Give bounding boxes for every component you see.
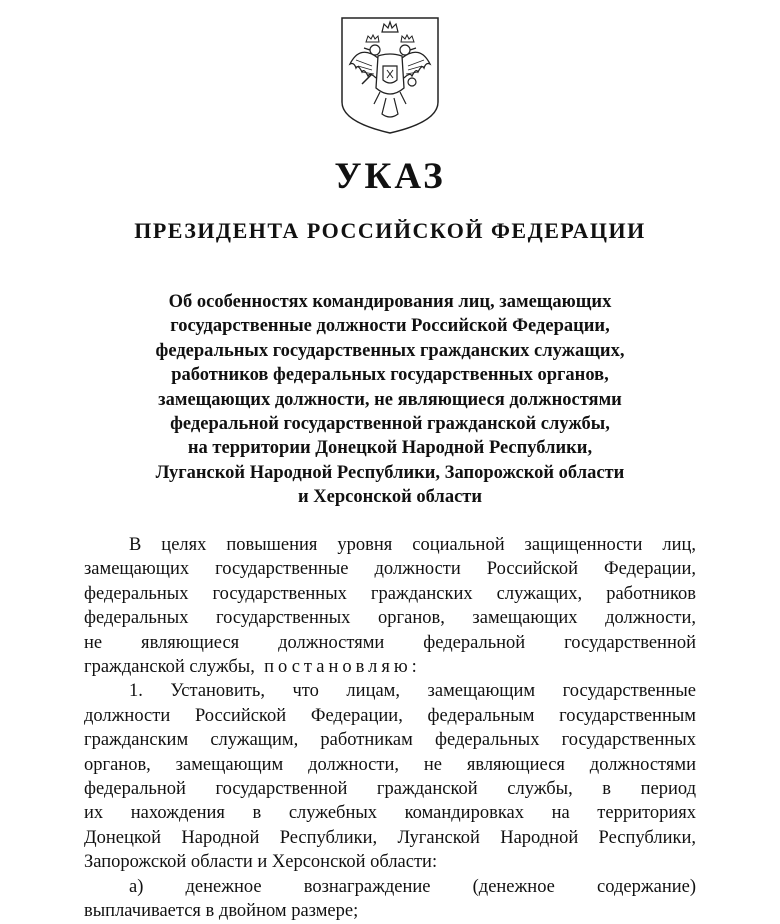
russian-coat-of-arms-icon	[338, 14, 442, 136]
heading-line: работников федеральных государственных органов,	[171, 365, 609, 386]
body-line-last	[84, 655, 696, 679]
heading-line: Об особенностях командирования лиц, замещающих	[168, 292, 612, 312]
document-title: УКАЗ	[334, 156, 446, 197]
body-line: федеральных государственных органов, замещающих должности,	[84, 608, 696, 629]
body-line: 1. Установить, что лицам, замещающим государственные	[129, 681, 696, 702]
body-line: федеральных государственных гражданских служащих, работников	[84, 583, 696, 604]
heading-line: федеральной государственной гражданской службы,	[170, 414, 610, 435]
body-line: замещающих государственные должности Российской Федерации,	[84, 559, 696, 580]
body-line: не являющиеся должностями федеральной государственной	[84, 632, 696, 653]
preamble-paragraph	[84, 533, 696, 679]
clause-1a-paragraph	[84, 875, 696, 924]
heading-line: на территории Донецкой Народной Республики,	[187, 438, 593, 459]
body-line: органов, замещающим должности, не являющиеся должностями	[84, 754, 696, 775]
decree-keyword: постановляю:	[264, 657, 421, 678]
body-line: федеральной государственной гражданской службы, в период	[84, 779, 696, 800]
clause-1-paragraph	[84, 679, 696, 874]
body-line: гражданским служащим, работникам федеральных государственных	[84, 730, 696, 751]
heading-line: Луганской Народной Республики, Запорожской области	[155, 462, 625, 483]
body-line: В целях повышения уровня социальной защищенности лиц,	[129, 535, 696, 555]
heading-line: и Херсонской области	[297, 487, 483, 508]
body-line: выплачивается в двойном размере;	[84, 901, 359, 922]
body-line: а) денежное вознаграждение (денежное содержание)	[129, 876, 696, 897]
heading-line: федеральных государственных гражданских служащих,	[155, 340, 625, 361]
preamble-last-prefix: гражданской службы,	[84, 657, 255, 678]
heading-line: замещающих должности, не являющиеся должностями	[158, 389, 622, 410]
body-line: Донецкой Народной Республики, Луганской Народной Республики,	[84, 827, 696, 848]
body-line: должности Российской Федерации, федеральным государственным	[84, 705, 696, 726]
decree-heading	[60, 290, 720, 510]
heading-line: государственные должности Российской Федерации,	[170, 316, 610, 337]
body-line: их нахождения в служебных командировках на территориях	[84, 803, 696, 824]
body-line: Запорожской области и Херсонской области:	[84, 852, 438, 873]
decree-body	[84, 533, 696, 924]
document-subtitle: ПРЕЗИДЕНТА РОССИЙСКОЙ ФЕДЕРАЦИИ	[134, 218, 646, 243]
